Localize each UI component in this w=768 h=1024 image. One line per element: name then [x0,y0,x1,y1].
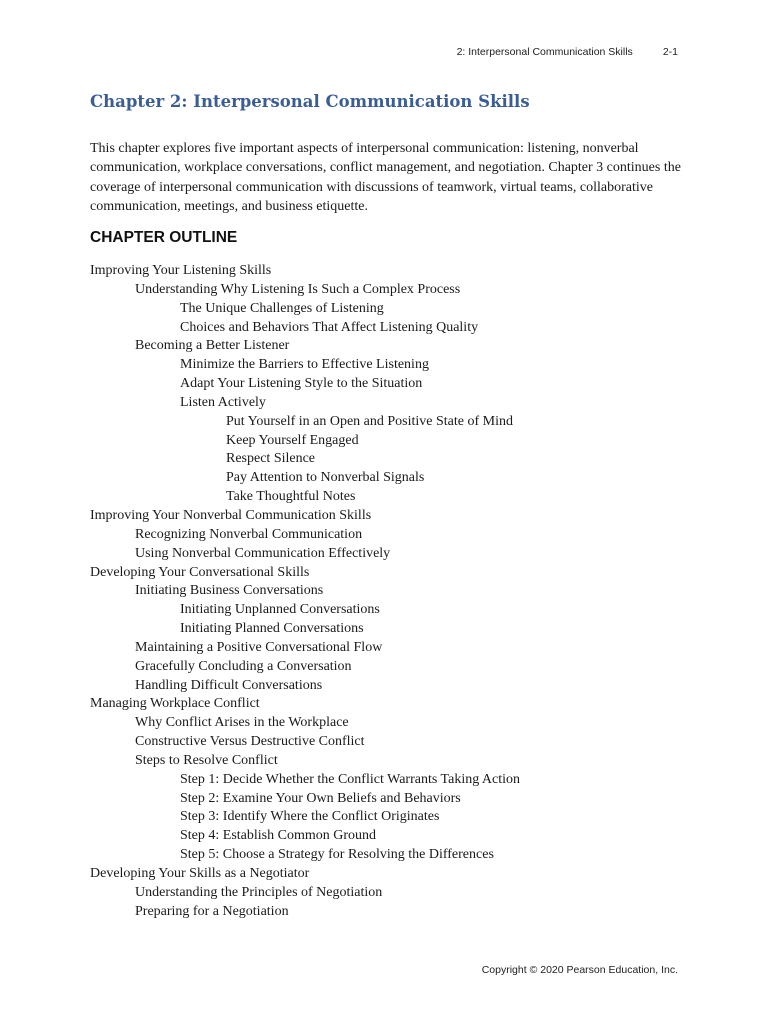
outline-item: Constructive Versus Destructive Conflict [135,734,365,750]
outline-item: Becoming a Better Listener [135,338,290,354]
outline-item: Take Thoughtful Notes [226,489,356,505]
outline-item: Preparing for a Negotiation [135,903,289,919]
chapter-title: Chapter 2: Interpersonal Communication Skills [90,92,530,111]
outline-item: Managing Workplace Conflict [90,696,260,712]
outline-item: Maintaining a Positive Conversational Flow [135,639,383,655]
running-header [457,46,678,58]
copyright-footer: Copyright © 2020 Pearson Education, Inc. [481,964,678,976]
outline-item: Recognizing Nonverbal Communication [135,526,363,542]
outline-item: Handling Difficult Conversations [135,677,323,693]
chapter-outline-list [90,262,520,922]
running-title: 2: Interpersonal Communication Skills [456,46,633,58]
outline-item: Initiating Business Conversations [135,583,324,599]
outline-item: Step 1: Decide Whether the Conflict Warrants Taking Action [180,771,521,787]
outline-item: Why Conflict Arises in the Workplace [135,715,349,731]
outline-item: Gracefully Concluding a Conversation [135,658,352,674]
page-number: 2-1 [662,46,678,58]
outline-item: Steps to Resolve Conflict [135,752,278,768]
outline-item: Understanding the Principles of Negotiation [135,884,383,900]
outline-item: Pay Attention to Nonverbal Signals [226,470,425,486]
outline-item: Step 2: Examine Your Own Beliefs and Behaviors [180,790,461,806]
intro-paragraph: This chapter explores five important aspects of interpersonal communication: listening, nonverbal communication, workplace conversations, conflict management, and negotiation. Chapter 3 continues the coverage of interpersonal communication with discussions of teamwork, virtual teams, collaborative communication, meetings, and business etiquette. [90,141,681,214]
outline-item: Improving Your Nonverbal Communication Skills [90,507,372,523]
outline-item: Adapt Your Listening Style to the Situation [180,376,423,392]
outline-item: Step 5: Choose a Strategy for Resolving the Differences [180,847,494,863]
outline-item: Step 4: Establish Common Ground [180,828,376,844]
outline-item: Initiating Planned Conversations [180,621,364,637]
outline-item: Initiating Unplanned Conversations [180,602,380,618]
outline-item: Minimize the Barriers to Effective Listening [180,357,429,373]
outline-item: Developing Your Conversational Skills [90,564,310,580]
outline-heading: CHAPTER OUTLINE [90,229,238,246]
outline-item: Choices and Behaviors That Affect Listening Quality [180,319,479,335]
outline-item: Put Yourself in an Open and Positive State of Mind [226,413,513,429]
outline-item: The Unique Challenges of Listening [180,300,384,316]
outline-item: Step 3: Identify Where the Conflict Originates [180,809,440,825]
outline-item: Understanding Why Listening Is Such a Complex Process [135,281,461,297]
outline-item: Improving Your Listening Skills [90,263,272,278]
outline-item: Developing Your Skills as a Negotiator [90,866,310,881]
outline-item: Listen Actively [180,394,266,410]
outline-item: Respect Silence [226,451,316,467]
outline-item: Using Nonverbal Communication Effectively [135,545,391,561]
outline-item: Keep Yourself Engaged [226,432,359,448]
